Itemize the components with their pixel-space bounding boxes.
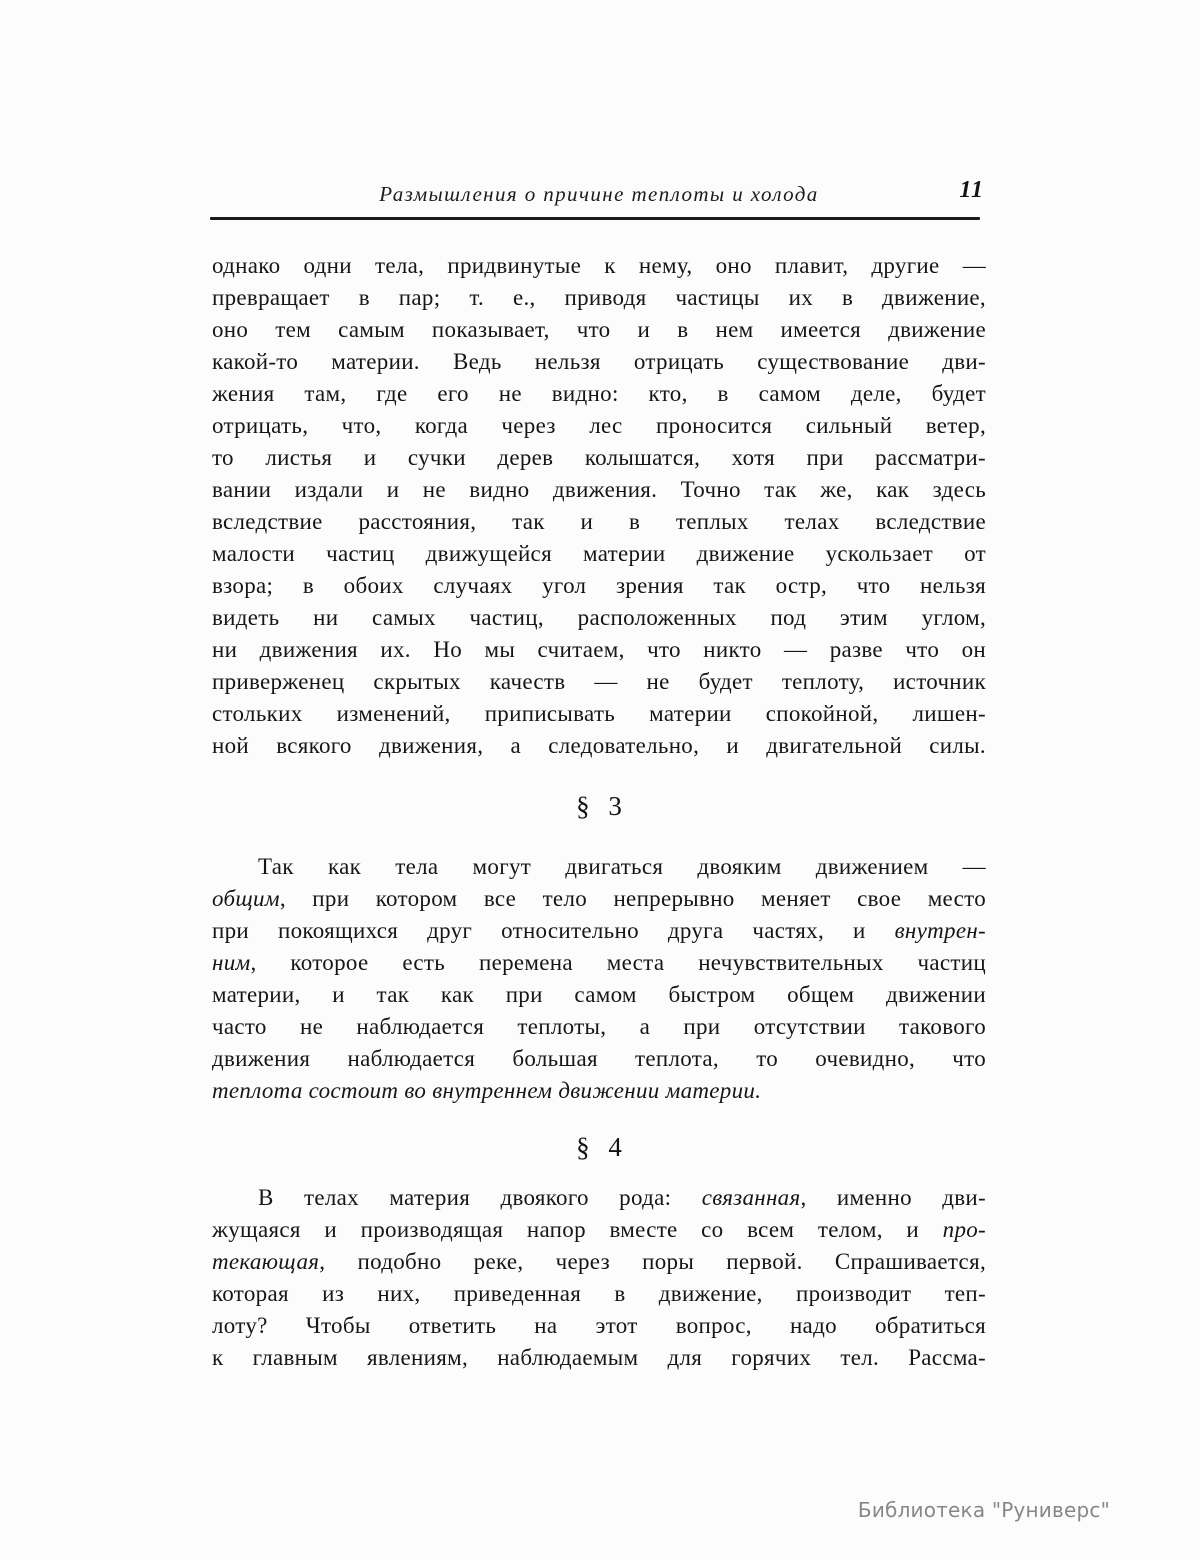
text-line (212, 1043, 986, 1075)
text-segment: Так как тела могут двигаться двояким движением — (258, 854, 986, 879)
text-segment: связанная (701, 1185, 801, 1210)
text-segment: жущаяся и производящая напор вместе со всем телом, и (212, 1217, 943, 1242)
text-segment: то листья и сучки дерев колышатся, хотя при рассматри- (212, 445, 986, 470)
text-segment: взора; в обоих случаях угол зрения так остр, что нельзя (212, 573, 986, 598)
text-segment: ной всякого движения, а следовательно, и двигательной силы. (212, 733, 986, 758)
text-segment: приверженец скрытых качеств — не будет теплоту, источник (212, 669, 986, 694)
text-segment: при покоящихся друг относительно друга частях, и (212, 918, 895, 943)
text-paragraph (212, 250, 986, 762)
running-header (212, 177, 986, 214)
text-line (212, 883, 986, 915)
text-line (212, 378, 986, 410)
text-segment: вании издали и не видно движения. Точно так же, как здесь (212, 477, 986, 502)
text-line (212, 698, 986, 730)
text-segment: которая из них, приведенная в движение, производит теп- (212, 1281, 986, 1306)
header-rule (210, 217, 980, 220)
text-segment: ни движения их. Но мы считаем, что никто — разве что он (212, 637, 986, 662)
text-segment: однако одни тела, придвинутые к нему, оно плавит, другие — (212, 253, 986, 278)
text-segment: видеть ни самых частиц, расположенных под этим углом, (212, 605, 986, 630)
text-line (212, 442, 986, 474)
text-segment: вследствие расстояния, так и в теплых телах вследствие (212, 509, 986, 534)
text-segment: , подобно реке, через поры первой. Спрашивается, (319, 1249, 986, 1274)
text-segment: В телах материя двоякого рода: (258, 1185, 702, 1210)
text-segment: оно тем самым показывает, что и в нем имеется движение (212, 317, 986, 342)
text-segment: , именно дви- (800, 1185, 986, 1210)
text-line (212, 1342, 986, 1374)
text-paragraph (212, 1182, 986, 1374)
text-segment: малости частиц движущейся материи движение ускользает от (212, 541, 986, 566)
text-line (212, 1214, 986, 1246)
text-line (212, 1075, 986, 1107)
text-line (212, 634, 986, 666)
text-line (212, 1310, 986, 1342)
text-segment: к главным явлениям, наблюдаемым для горячих тел. Рассма- (212, 1345, 986, 1370)
text-line (212, 730, 986, 762)
text-segment: материи, и так как при самом быстром общем движении (212, 982, 986, 1007)
section-heading: § 3 (576, 791, 622, 821)
text-segment: , при котором все тело непрерывно меняет свое место (279, 886, 986, 911)
text-segment: ним (212, 950, 251, 975)
text-line (212, 1011, 986, 1043)
text-segment: текающая (212, 1249, 320, 1274)
text-line (212, 250, 986, 282)
text-line (212, 666, 986, 698)
text-line (212, 474, 986, 506)
text-line (212, 851, 986, 883)
section-heading: § 4 (576, 1132, 622, 1162)
text-paragraph (212, 851, 986, 1107)
text-segment: внутрен- (894, 918, 986, 943)
text-line (212, 410, 986, 442)
text-segment: какой-то материи. Ведь нельзя отрицать существование дви- (212, 349, 986, 374)
text-line (212, 570, 986, 602)
page-number: 11 (959, 177, 984, 203)
text-line (212, 506, 986, 538)
text-line (212, 979, 986, 1011)
text-segment: жения там, где его не видно: кто, в самом деле, будет (212, 381, 986, 406)
text-segment: , которое есть перемена места нечувствительных частиц (250, 950, 986, 975)
text-line (212, 1182, 986, 1214)
running-header-title: Размышления о причине теплоты и холода (379, 182, 819, 206)
text-line (212, 947, 986, 979)
text-segment: лоту? Чтобы ответить на этот вопрос, надо обратиться (212, 1313, 986, 1338)
library-watermark: Библиотека "Руниверс" (857, 1498, 1110, 1522)
text-line (212, 915, 986, 947)
text-segment: про- (942, 1217, 986, 1242)
text-line (212, 314, 986, 346)
text-line (212, 538, 986, 570)
text-segment: теплота состоит во внутреннем движении материи. (212, 1078, 762, 1103)
text-line (212, 282, 986, 314)
text-line (212, 346, 986, 378)
text-segment: превращает в пар; т. е., приводя частицы их в движение, (212, 285, 986, 310)
text-line (212, 1246, 986, 1278)
text-segment: часто не наблюдается теплоты, а при отсутствии такового (212, 1014, 986, 1039)
text-segment: отрицать, что, когда через лес проносится сильный ветер, (212, 413, 986, 438)
text-segment: стольких изменений, приписывать материи спокойной, лишен- (212, 701, 986, 726)
text-segment: движения наблюдается большая теплота, то очевидно, что (212, 1046, 986, 1071)
text-line (212, 602, 986, 634)
text-line (212, 1278, 986, 1310)
text-segment: общим (212, 886, 280, 911)
